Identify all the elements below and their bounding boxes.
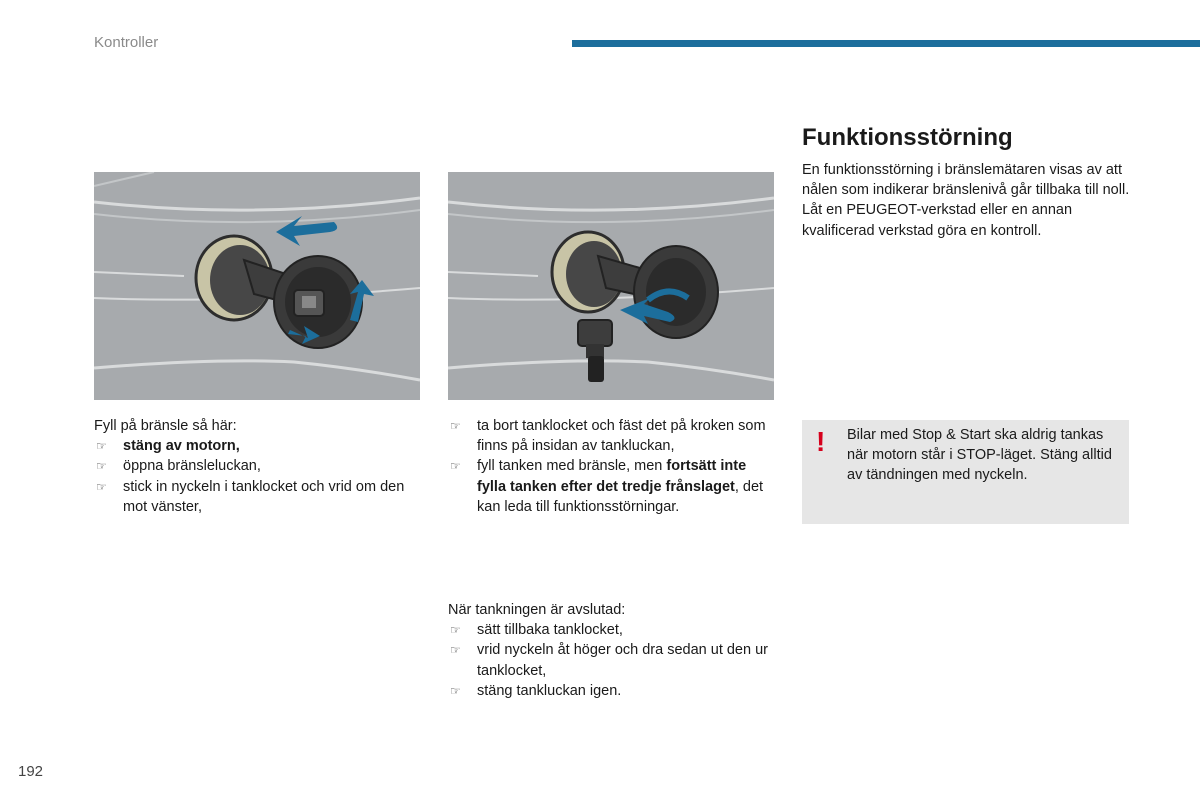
after-refuel-intro: När tankningen är avslutad: (448, 602, 626, 618)
list-item (94, 477, 420, 517)
step-bold: stäng av motorn, (123, 438, 240, 455)
fuel-cap-removed-illustration (448, 172, 774, 400)
hand-pointer-icon: ☞ (450, 419, 461, 433)
hand-pointer-icon: ☞ (450, 683, 461, 698)
step-text: sätt tillbaka tanklocket, (477, 622, 623, 639)
step-text: fyll tanken med bränsle, men (477, 458, 667, 475)
refuel-steps-continued (448, 416, 774, 517)
refuel-steps-list (94, 436, 420, 517)
list-item (448, 620, 774, 640)
column1-text (94, 416, 420, 517)
header-accent-bar (572, 40, 1200, 47)
list-item (94, 436, 420, 456)
column2-text (448, 416, 774, 517)
malfunction-text (802, 160, 1132, 241)
list-item (448, 416, 774, 456)
step-text: , det kan leda till funktionsstörningar. (477, 478, 764, 515)
list-item (448, 456, 774, 517)
step-text: öppna bränsleluckan, (123, 458, 261, 475)
step-bold: fortsätt inte fylla tanken efter det tredje frånslaget (477, 458, 747, 495)
page-number: 192 (18, 763, 44, 780)
warning-text: Bilar med Stop & Start ska aldrig tankas när motorn står i STOP-läget. Stäng alltid av tändningen med nyckeln. (847, 427, 1112, 484)
list-item (448, 640, 774, 680)
step-text: ta bort tanklocket och fäst det på kroken som finns på insidan av tankluckan, (477, 418, 766, 455)
step-text: stick in nyckeln i tanklocket och vrid om den mot vänster, (123, 478, 405, 515)
hand-pointer-icon: ☞ (450, 459, 461, 474)
hand-pointer-icon: ☞ (96, 459, 107, 474)
fuel-cap-unlock-illustration (94, 172, 420, 400)
after-refuel-steps (448, 620, 774, 701)
section-header: Kontroller (94, 34, 159, 51)
hand-pointer-icon: ☞ (96, 479, 107, 494)
hand-pointer-icon: ☞ (96, 439, 107, 454)
step-text: vrid nyckeln åt höger och dra sedan ut den ur tanklocket, (477, 642, 768, 679)
hand-pointer-icon: ☞ (450, 623, 461, 638)
list-item (448, 681, 774, 701)
list-item (94, 456, 420, 476)
step-text: stäng tankluckan igen. (477, 682, 622, 699)
warning-icon: ! (816, 426, 826, 457)
warning-box (802, 420, 1129, 524)
section-title: Funktionsstörning (802, 124, 1013, 151)
after-refuel-text (448, 600, 774, 701)
malfunction-paragraph: En funktionsstörning i bränslemätaren visas av att nålen som indikerar bränslenivå går tillbaka till noll. (802, 162, 1130, 199)
malfunction-paragraph: Låt en PEUGEOT-verkstad eller en annan kvalificerad verkstad göra en kontroll. (802, 202, 1073, 239)
refuel-intro: Fyll på bränsle så här: (94, 418, 237, 434)
hand-pointer-icon: ☞ (450, 643, 461, 658)
